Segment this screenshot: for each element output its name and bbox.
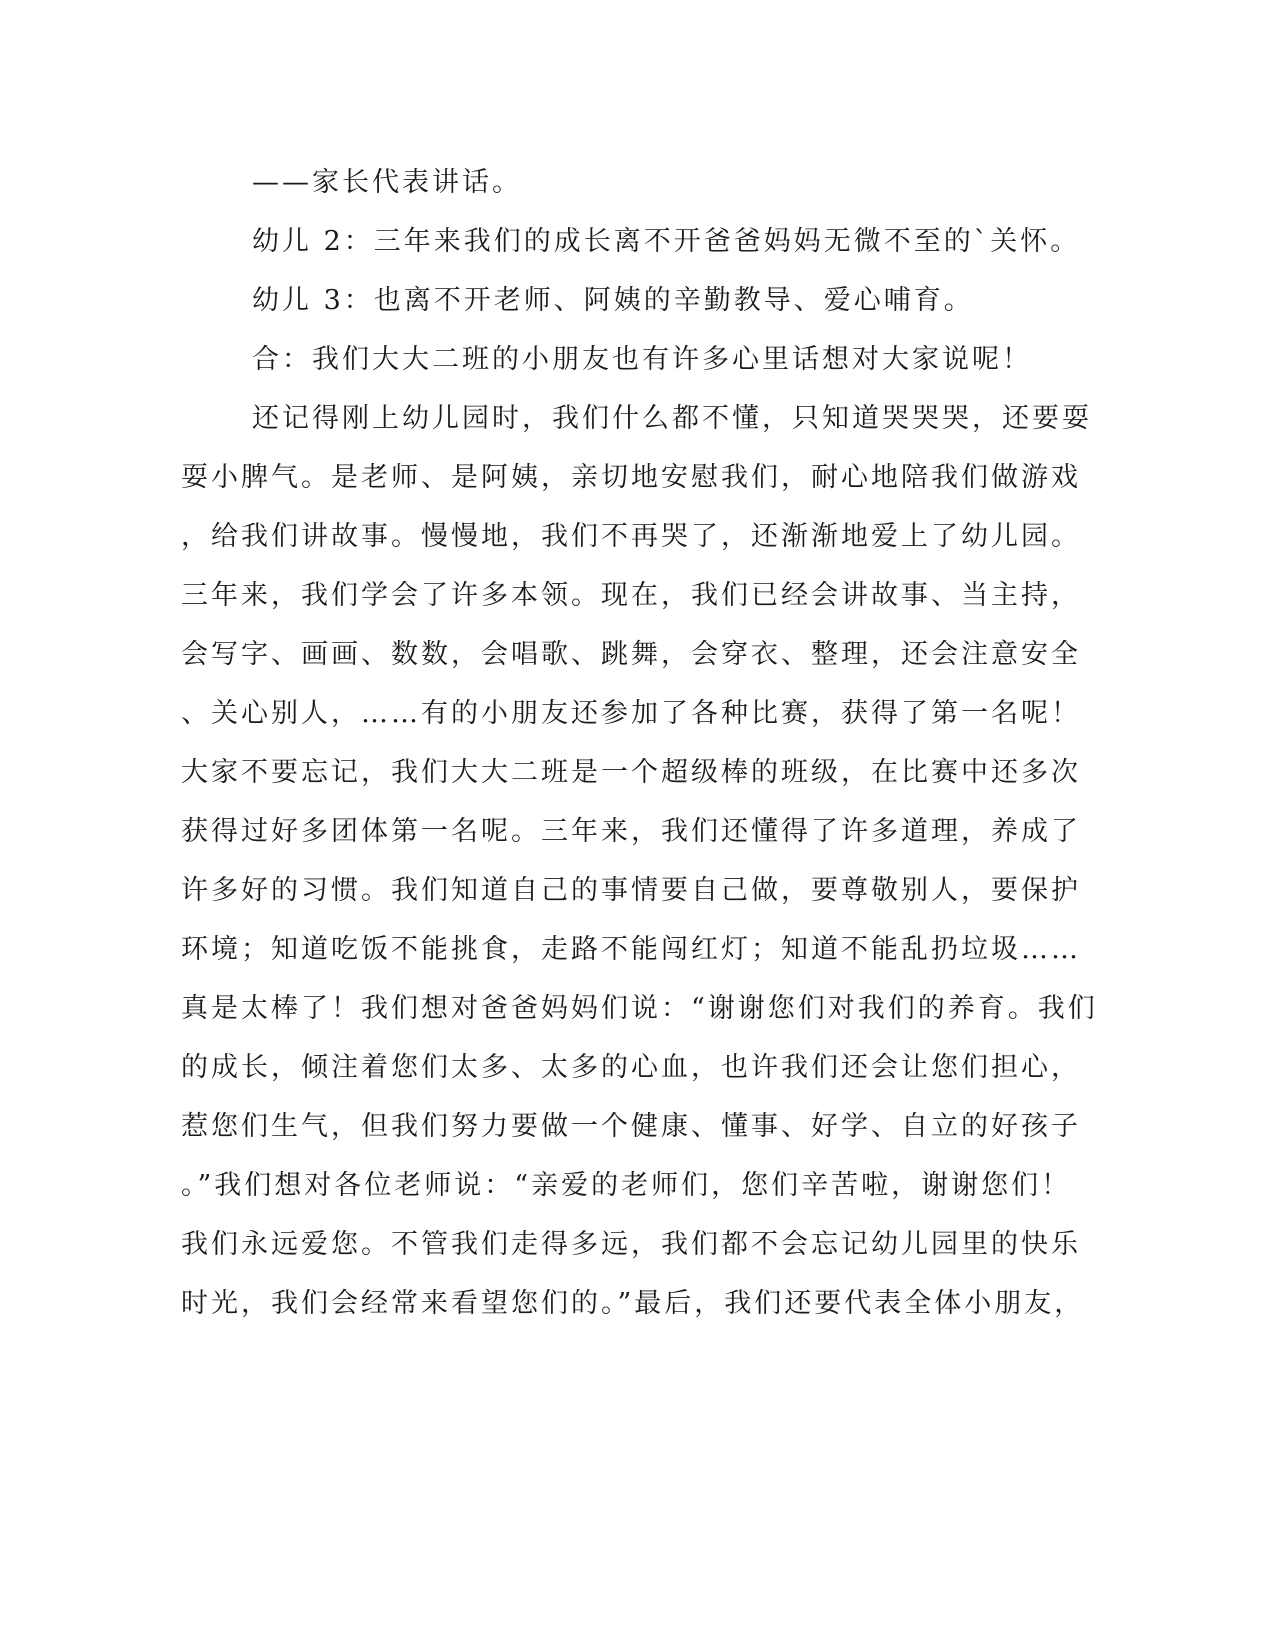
text-line: 惹您们生气，但我们努力要做一个健康、懂事、好学、自立的好孩子 [181, 1111, 1081, 1142]
text-line: ——家长代表讲话。 [252, 167, 522, 198]
text-line: 耍小脾气。是老师、是阿姨，亲切地安慰我们，耐心地陪我们做游戏 [181, 462, 1081, 493]
text-line: 、关心别人，……有的小朋友还参加了各种比赛，获得了第一名呢！ [181, 698, 1081, 729]
text-line: 大家不要忘记，我们大大二班是一个超级棒的班级，在比赛中还多次 [181, 757, 1081, 788]
text-line: 会写字、画画、数数，会唱歌、跳舞，会穿衣、整理，还会注意安全 [181, 639, 1081, 670]
text-line: 环境；知道吃饭不能挑食，走路不能闯红灯；知道不能乱扔垃圾…… [181, 934, 1081, 965]
text-line: 我们永远爱您。不管我们走得多远，我们都不会忘记幼儿园里的快乐 [181, 1229, 1081, 1260]
text-line: 还记得刚上幼儿园时，我们什么都不懂，只知道哭哭哭，还要耍 [252, 403, 1092, 434]
text-line: 真是太棒了！我们想对爸爸妈妈们说：“谢谢您们对我们的养育。我们 [181, 993, 1098, 1024]
text-line: 时光，我们会经常来看望您们的。”最后，我们还要代表全体小朋友， [181, 1288, 1085, 1319]
text-line: 幼儿 3：也离不开老师、阿姨的辛勤教导、爱心哺育。 [252, 285, 974, 316]
text-line: 合：我们大大二班的小朋友也有许多心里话想对大家说呢！ [252, 344, 1032, 375]
text-line: 幼儿 2：三年来我们的成长离不开爸爸妈妈无微不至的`关怀。 [252, 226, 1081, 257]
text-line: 的成长，倾注着您们太多、太多的心血，也许我们还会让您们担心， [181, 1052, 1081, 1083]
text-line: 三年来，我们学会了许多本领。现在，我们已经会讲故事、当主持， [181, 580, 1081, 611]
text-line: 获得过好多团体第一名呢。三年来，我们还懂得了许多道理，养成了 [181, 816, 1081, 847]
text-line: ，给我们讲故事。慢慢地，我们不再哭了，还渐渐地爱上了幼儿园。 [181, 521, 1081, 552]
text-line: 许多好的习惯。我们知道自己的事情要自己做，要尊敬别人，要保护 [181, 875, 1081, 906]
text-line: 。”我们想对各位老师说：“亲爱的老师们，您们辛苦啦，谢谢您们！ [181, 1170, 1072, 1201]
